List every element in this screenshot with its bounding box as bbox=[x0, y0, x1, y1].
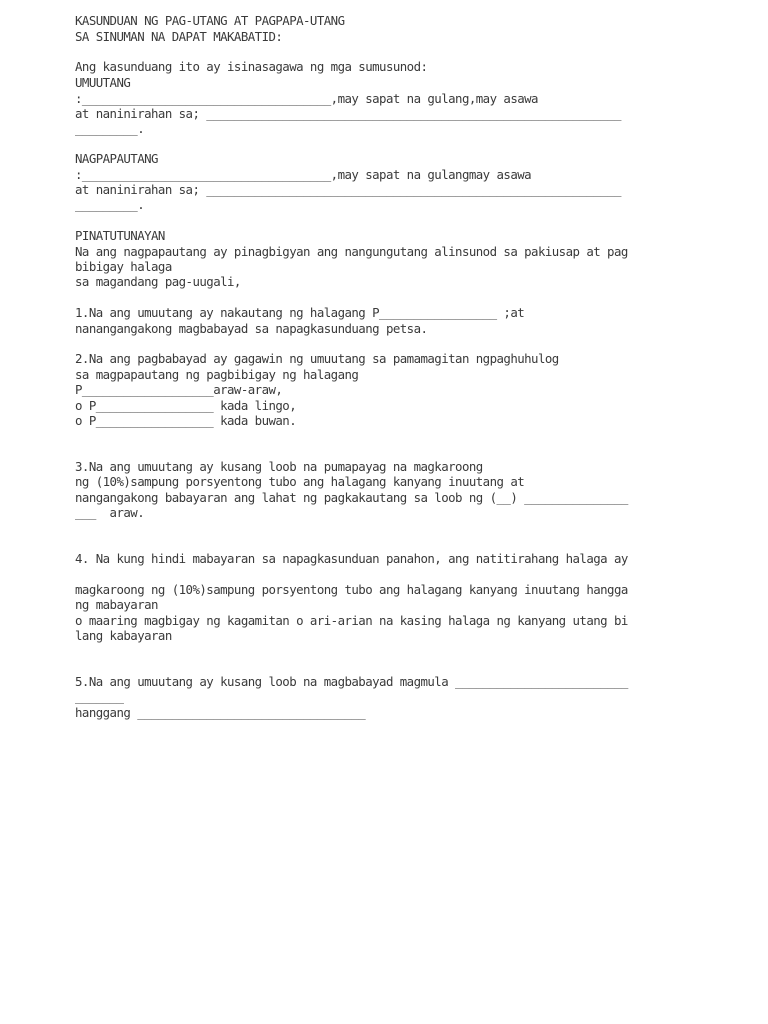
clause-5-line-3: hanggang _________________________________ bbox=[75, 705, 366, 720]
borrower-address-end: _________. bbox=[75, 121, 145, 136]
attestation-heading: PINATUTUNAYAN bbox=[75, 228, 165, 243]
clause-2-line-3: P___________________araw-araw, bbox=[75, 382, 283, 397]
clause-2-line-1: 2.Na ang pagbabayad ay gagawin ng umuutang sa pamamagitan ngpaghuhulog bbox=[75, 351, 559, 366]
intro-text: Ang kasunduang ito ay isinasagawa ng mga sumusunod: bbox=[75, 59, 428, 74]
clause-5-line-2: _______ bbox=[75, 689, 124, 704]
clause-2-line-2: sa magpapautang ng pagbibigay ng halagang bbox=[75, 367, 359, 382]
lender-address-line: at naninirahan sa; ____________________________________________________________ bbox=[75, 182, 621, 197]
clause-4-line-1: 4. Na kung hindi mabayaran sa napagkasunduan panahon, ang natitirahang halaga ay bbox=[75, 551, 628, 566]
document-title-line-2: SA SINUMAN NA DAPAT MAKABATID: bbox=[75, 29, 283, 44]
lender-address-end: _________. bbox=[75, 197, 145, 212]
clause-1-line-1: 1.Na ang umuutang ay nakautang ng halagang P_________________ ;at bbox=[75, 305, 525, 320]
borrower-name-line: :____________________________________,may sapat na gulang,may asawa bbox=[75, 91, 538, 106]
lender-heading: NAGPAPAUTANG bbox=[75, 151, 158, 166]
attestation-line-2: bibigay halaga bbox=[75, 259, 172, 274]
clause-1-line-2: nanangangakong magbabayad sa napagkasunduang petsa. bbox=[75, 321, 428, 336]
clause-3-line-1: 3.Na ang umuutang ay kusang loob na pumapayag na magkaroong bbox=[75, 459, 483, 474]
clause-2-line-4: o P_________________ kada lingo, bbox=[75, 398, 297, 413]
borrower-heading: UMUUTANG bbox=[75, 75, 131, 90]
borrower-address-line: at naninirahan sa; ____________________________________________________________ bbox=[75, 106, 621, 121]
clause-3-line-2: ng (10%)sampung porsyentong tubo ang halagang kanyang inuutang at bbox=[75, 474, 525, 489]
document-title-line-1: KASUNDUAN NG PAG-UTANG AT PAGPAPA-UTANG bbox=[75, 13, 345, 28]
attestation-line-1: Na ang nagpapautang ay pinagbigyan ang nangungutang alinsunod sa pakiusap at pag bbox=[75, 244, 628, 259]
lender-name-line: :____________________________________,may sapat na gulangmay asawa bbox=[75, 167, 532, 182]
clause-4-line-5: lang kabayaran bbox=[75, 628, 172, 643]
clause-3-line-3: nangangakong babayaran ang lahat ng pagkakautang sa loob ng (__) _______________ bbox=[75, 490, 628, 505]
clause-2-line-5: o P_________________ kada buwan. bbox=[75, 413, 297, 428]
clause-4-line-4: o maaring magbigay ng kagamitan o ari-arian na kasing halaga ng kanyang utang bi bbox=[75, 613, 628, 628]
clause-4-line-3: ng mabayaran bbox=[75, 597, 158, 612]
clause-5-line-1: 5.Na ang umuutang ay kusang loob na magbabayad magmula _________________________ bbox=[75, 674, 628, 689]
clause-3-line-4: ___ araw. bbox=[75, 505, 145, 520]
clause-4-line-2: magkaroong ng (10%)sampung porsyentong tubo ang halagang kanyang inuutang hangga bbox=[75, 582, 628, 597]
attestation-line-3: sa magandang pag-uugali, bbox=[75, 274, 241, 289]
